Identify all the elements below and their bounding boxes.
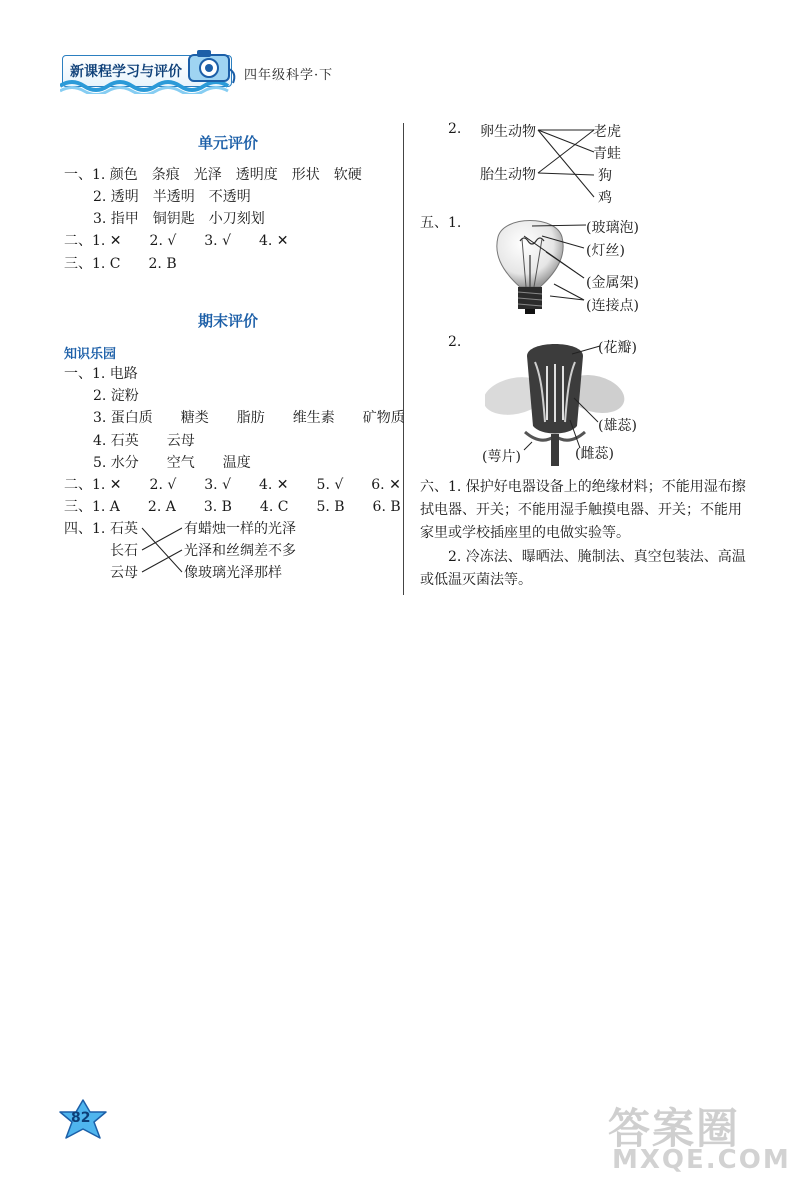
right-q5-2-number: 2. <box>448 334 462 350</box>
mineral-right-2: 光泽和丝绸差不多 <box>184 543 296 559</box>
header-grade-subject: 四年级科学·下 <box>244 68 334 83</box>
header-brand-title: 新课程学习与评价 <box>70 64 182 80</box>
right-q2-number: 2. <box>448 121 462 137</box>
right-q6-answer-2: 2. 冷冻法、曝晒法、腌制法、真空包装法、高温或低温灭菌法等。 <box>420 549 746 588</box>
right-q6-answer-1: 六、1. 保护好电器设备上的绝缘材料；不能用湿布擦拭电器、开关；不能用湿手触摸电器、开关；不能用家里或学校插座里的电做实验等。 <box>420 479 746 541</box>
flower-label-petal: (花瓣) <box>598 340 637 356</box>
mineral-matching-lines <box>138 518 186 588</box>
mineral-left-2: 长石 <box>110 543 138 559</box>
unit-line-2: 2. 透明 半透明 不透明 <box>93 189 251 205</box>
unit-line-5: 三、1. C 2. B <box>64 256 177 272</box>
final-line-6: 二、1. ✕ 2. √ 3. √ 4. ✕ 5. √ 6. ✕ <box>64 477 401 493</box>
bulb-label-metal-frame: (金属架) <box>586 275 639 291</box>
final-line-4: 4. 石英 云母 <box>93 433 195 449</box>
final-line-5: 5. 水分 空气 温度 <box>93 455 251 471</box>
final-line-7: 三、1. A 2. A 3. B 4. C 5. B 6. B <box>64 499 401 515</box>
page-number: 82 <box>71 1110 91 1126</box>
unit-line-1: 一、1. 颜色 条痕 光泽 透明度 形状 软硬 <box>64 167 362 183</box>
mineral-left-3: 云母 <box>110 565 138 581</box>
final-line-2: 2. 淀粉 <box>93 388 139 404</box>
final-q4-prefix: 四、1. <box>64 521 106 537</box>
animal-matching-lines <box>536 121 598 205</box>
bulb-pointer-lines <box>520 218 590 318</box>
mineral-left-1: 石英 <box>110 521 138 537</box>
animal-right-4: 鸡 <box>598 190 612 206</box>
knowledge-section-label: 知识乐园 <box>64 347 117 362</box>
flower-label-sepal: (萼片) <box>482 449 521 465</box>
bulb-label-glass: (玻璃泡) <box>586 220 639 236</box>
animal-left-1: 卵生动物 <box>480 124 536 140</box>
mineral-right-3: 像玻璃光泽那样 <box>184 565 282 581</box>
mineral-right-1: 有蜡烛一样的光泽 <box>184 521 296 537</box>
bulb-label-filament: (灯丝) <box>586 243 625 259</box>
animal-right-3: 狗 <box>598 168 612 184</box>
camera-icon <box>185 45 240 87</box>
unit-line-4: 二、1. ✕ 2. √ 3. √ 4. ✕ <box>64 233 289 249</box>
flower-label-pistil: (雌蕊) <box>575 446 614 462</box>
animal-right-2: 青蛙 <box>593 146 621 162</box>
column-divider <box>403 123 404 595</box>
bulb-label-connection: (连接点) <box>586 298 639 314</box>
watermark-top: 答案圈 <box>608 1104 741 1153</box>
unit-line-3: 3. 指甲 铜钥匙 小刀刻划 <box>93 211 265 227</box>
final-line-3: 3. 蛋白质 糖类 脂肪 维生素 矿物质 <box>93 410 405 426</box>
animal-right-1: 老虎 <box>593 124 621 140</box>
watermark-bottom: MXQE.COM <box>612 1145 791 1175</box>
animal-left-2: 胎生动物 <box>480 167 536 183</box>
final-line-1: 一、1. 电路 <box>64 366 138 382</box>
flower-label-stamen: (雄蕊) <box>598 418 637 434</box>
final-evaluation-title: 期末评价 <box>198 312 259 330</box>
right-q5-label: 五、1. <box>420 215 462 231</box>
unit-evaluation-title: 单元评价 <box>198 134 259 152</box>
